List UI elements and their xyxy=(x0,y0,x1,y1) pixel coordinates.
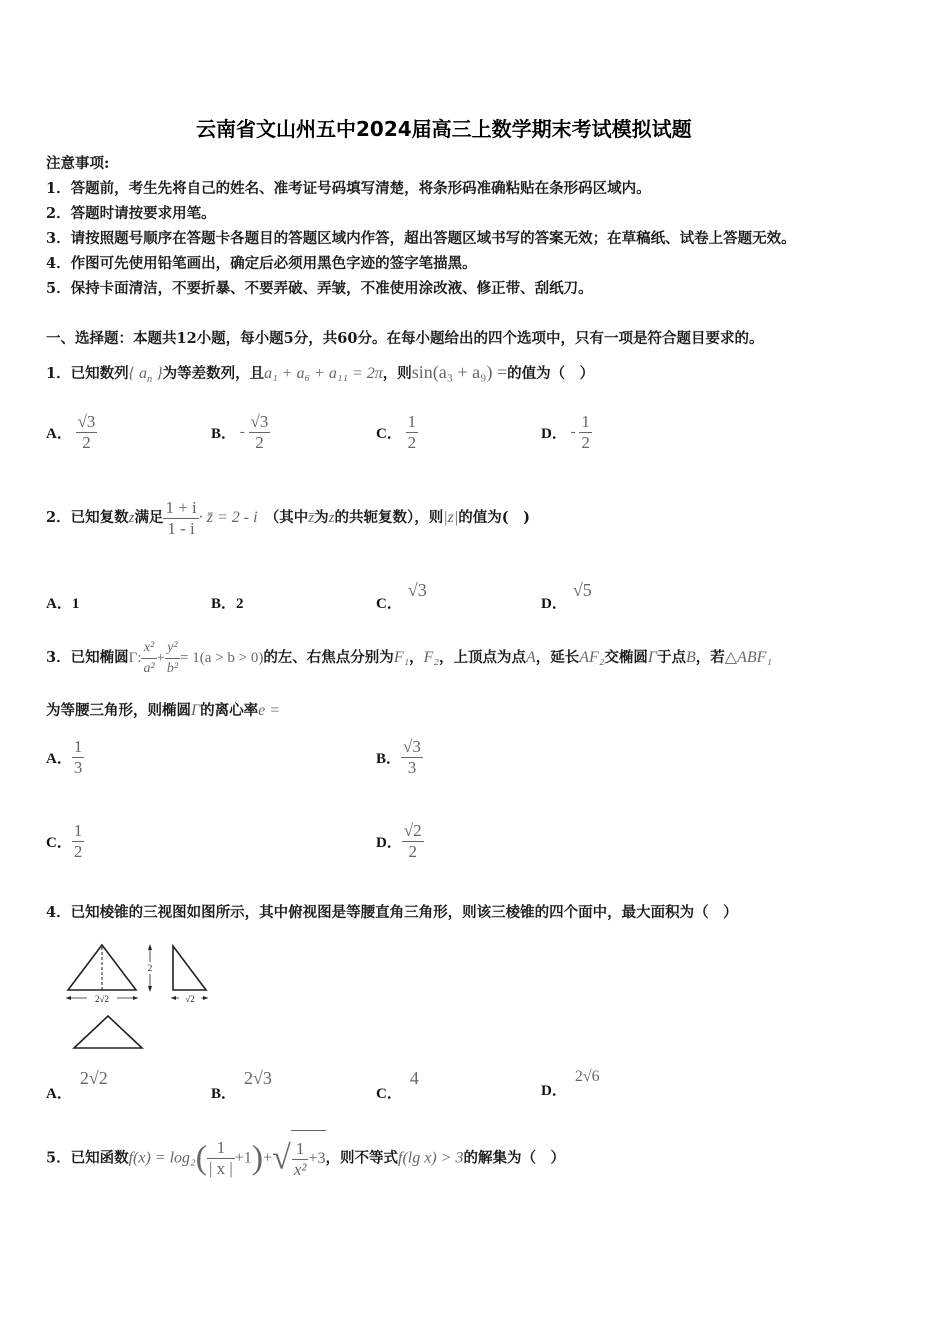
question-5: 5．已知函数f(x) = log₂( $\frac{1}{| x |}$ +1)+√ $\frac{1}{\text{x²}}$ +3，则不等式f(lg x) > 3的解集为（ ） xyxy=(46,1130,565,1187)
top-view-triangle xyxy=(74,1016,142,1048)
q2-option-a[interactable]: A．1 xyxy=(46,596,80,612)
notice-heading: 注意事项: xyxy=(46,155,110,172)
q4-option-c[interactable]: C．4 xyxy=(376,1068,419,1102)
q2-fraction: $\frac{1 + i}{1 - i}$ xyxy=(165,497,197,538)
q4-option-a[interactable]: A．2√2 xyxy=(46,1068,108,1102)
q1-text: 1．已知数列 xyxy=(46,365,129,382)
q1-option-d[interactable]: D． - $\frac{1}{2}$ xyxy=(541,412,590,452)
question-3-cont: 为等腰三角形，则椭圆Γ的离心率e = xyxy=(46,702,281,719)
q2-option-d[interactable]: D．√5 xyxy=(541,580,592,612)
q4-option-b[interactable]: B．2√3 xyxy=(211,1068,272,1102)
side-view-triangle xyxy=(173,946,206,990)
q2-option-c[interactable]: C．√3 xyxy=(376,580,427,612)
q3-option-b[interactable]: B． $\frac{√3}{3}$ xyxy=(376,737,421,777)
question-1: 1．已知数列{ $a_n$ }为等差数列，且a₁ + a₆ + a₁₁ = 2π，则sin(a₃ + a₉) =的值为（ ） xyxy=(46,362,595,386)
q1-option-c[interactable]: C． $\frac{1}{2}$ xyxy=(376,412,417,452)
notice-item: 2．答题时请按要求用笔。 xyxy=(46,205,216,222)
q2-option-b[interactable]: B．2 xyxy=(211,596,244,612)
page-title: 云南省文山州五中2024届高三上数学期末考试模拟试题 xyxy=(196,117,692,141)
q3-option-d[interactable]: D． $\frac{√2}{2}$ xyxy=(376,821,422,861)
q3-option-c[interactable]: C． $\frac{1}{2}$ xyxy=(46,821,83,861)
q4-option-d[interactable]: D．2√6 xyxy=(541,1068,600,1099)
question-2: 2．已知复数z满足 $\frac{1 + i}{1 - i}$ · z̄ = 2 - i （其中z̄为z的共轭复数），则|z|的值为( ) xyxy=(46,497,530,538)
q1-option-a[interactable]: A． $\frac{√3}{2}$ xyxy=(46,412,96,452)
three-view-figure xyxy=(60,938,220,1056)
height-label: 2 xyxy=(147,963,153,973)
question-4: 4．已知棱锥的三视图如图所示，其中俯视图是等腰直角三角形，则该三棱锥的四个面中，最大面积为（ ） xyxy=(46,904,738,921)
q1-equation: a₁ + a₆ + a₁₁ = 2π xyxy=(264,365,383,382)
q1-sin-expr: sin(a₃ + a₉) = xyxy=(411,362,508,382)
front-base-label: 2√2 xyxy=(95,994,109,1004)
section-heading: 一、选择题：本题共12小题，每小题5分，共60分。在每小题给出的四个选项中，只有一项是符合题目要求的。 xyxy=(46,330,764,347)
notice-item: 4．作图可先使用铅笔画出，确定后必须用黑色字迹的签字笔描黑。 xyxy=(46,255,477,272)
side-base-label: √2 xyxy=(185,994,195,1004)
notice-item: 1．答题前，考生先将自己的姓名、准考证号码填写清楚，将条形码准确粘贴在条形码区域内。 xyxy=(46,180,651,197)
q1-option-b[interactable]: B． - $\frac{√3}{2}$ xyxy=(211,412,269,452)
notice-item: 5．保持卡面清洁，不要折暴、不要弄破、弄皱，不准使用涂改液、修正带、刮纸刀。 xyxy=(46,280,593,297)
notice-item: 3．请按照题号顺序在答题卡各题目的答题区域内作答，超出答题区域书写的答案无效；在草稿纸、试卷上答题无效。 xyxy=(46,230,796,247)
question-3: 3．已知椭圆Γ: $\frac{\text{x²}}{\text{a²}}$ + $\frac{\text{y²}}{\text{b²}}$ = 1(a > b > 0)的左、右焦点分别为F₁，F₂，上顶点为点A，延长AF₂交椭圆Γ于点B，若△ABF₁ xyxy=(46,636,772,680)
q3-option-a[interactable]: A． $\frac{1}{3}$ xyxy=(46,737,83,777)
q1-sequence: { $a_n$ } xyxy=(128,365,163,386)
